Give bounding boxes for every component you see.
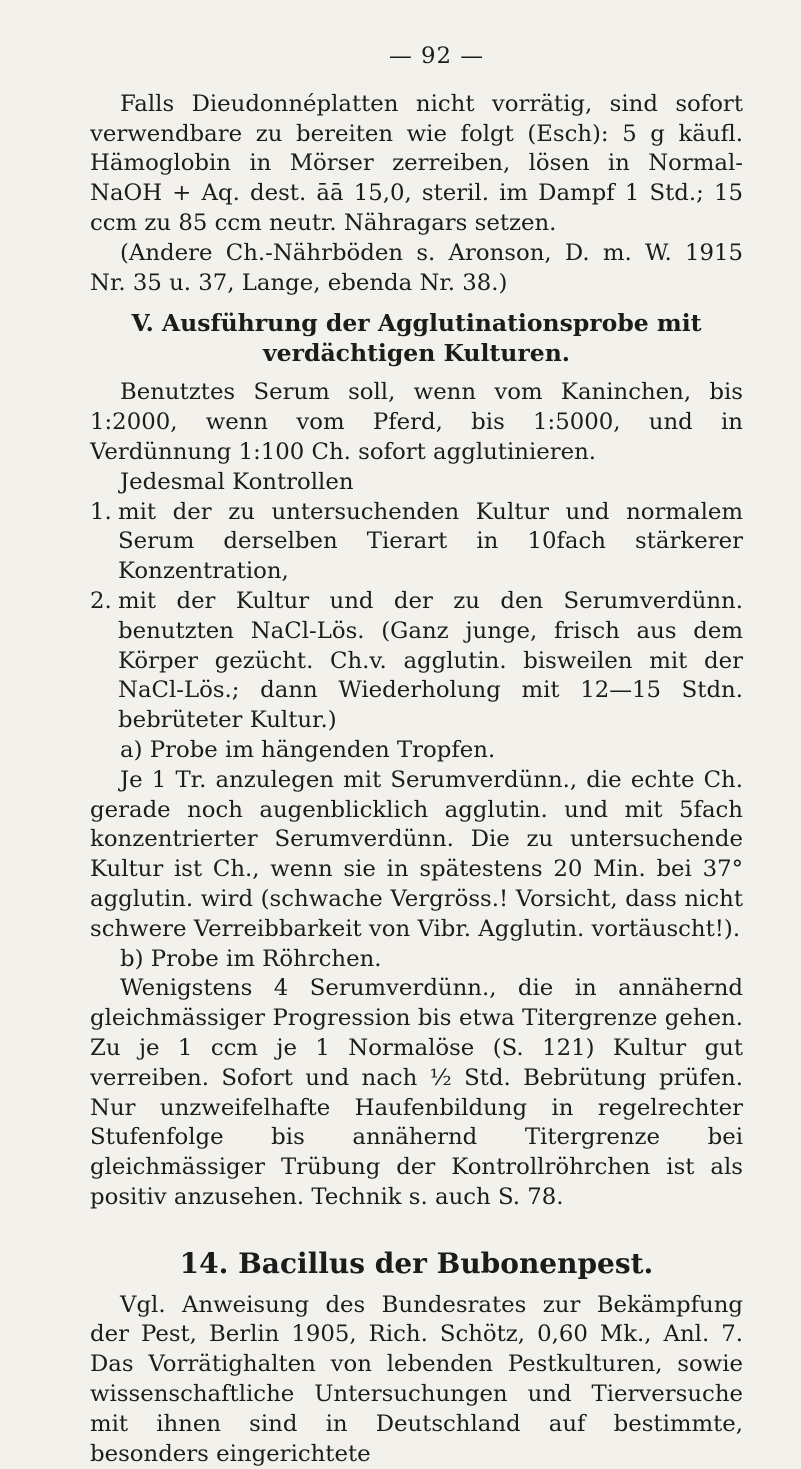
controls-list (90, 498, 743, 736)
paragraph-serum: Benutztes Serum soll, wenn vom Kaninchen, bis 1:2000, wenn vom Pferd, bis 1:5000, und in Verdünnung 1:100 Ch. sofort agglutinieren. (90, 379, 743, 465)
paragraph-tube-test: Wenigstens 4 Serumverdünn., die in annähernd gleichmässiger Progression bis etwa Titergrenze gehen. Zu je 1 ccm je 1 Normalöse (S. 121) Kultur gut verreiben. Sofort und nach ½ Std. Bebrütung prüfen. Nur unzweifelhafte Haufenbildung in regelrechter Stufenfolge bis annähernd Titergrenze bei gleichmässiger Trübung der Kontrollröhrchen ist als positiv anzusehen. Technik s. auch S. 78. (90, 975, 743, 1210)
paragraph-controls: Jedesmal Kontrollen (120, 468, 354, 495)
subheading-a: a) Probe im hängenden Tropfen. (120, 736, 496, 763)
page-number: — 92 — (388, 43, 485, 69)
section-heading-14: 14. Bacillus der Bubonenpest. (179, 1246, 654, 1280)
paragraph-other-media: (Andere Ch.-Nährböden s. Aronson, D. m. W. 1915 Nr. 35 u. 37, Lange, ebenda Nr. 38.) (90, 239, 743, 296)
section-heading-v: V. Ausführung der Agglutinationsprobe mit verdächtigen Kulturen. (131, 309, 702, 368)
paragraph-plague: Vgl. Anweisung des Bundesrates zur Bekämpfung der Pest, Berlin 1905, Rich. Schötz, 0,60 Mk., Anl. 7. Das Vorrätighalten von lebenden Pestkulturen, sowie wissenschaftliche Untersuchungen und Tierversuche mit ihnen sind in Deutschland auf bestimmte, besonders eingerichtete (90, 1291, 743, 1467)
list-item: 2. mit der Kultur und der zu den Serumverdünn. benutzten NaCl-Lös. (Ganz junge, frisch aus dem Körper gezücht. Ch.v. agglutin. bisweilen mit der NaCl-Lös.; dann Wiederholung mit 12—15 Stdn. bebrüteter Kultur.) (90, 587, 743, 734)
paragraph-hanging-drop: Je 1 Tr. anzulegen mit Serumverdünn., die echte Ch. gerade noch augenblicklich agglutin. und mit 5fach konzentrierter Serumverdünn. Die zu untersuchende Kultur ist Ch., wenn sie in spätestens 20 Min. bei 37° agglutin. wird (schwache Vergröss.! Vorsicht, dass nicht schwere Verreibbarkeit von Vibr. Agglutin. vortäuscht!). (90, 766, 743, 942)
paragraph-dieudonne: Falls Dieudonnéplatten nicht vorrätig, sind sofort verwendbare zu bereiten wie folgt (Esch): 5 g käufl. Hämoglobin in Mörser zerreiben, lösen in Normal-NaOH + Aq. dest. āā 15,0, steril. im Dampf 1 Std.; 15 ccm zu 85 ccm neutr. Nähragars setzen. (90, 90, 743, 236)
list-item: 1. mit der zu untersuchenden Kultur und normalem Serum derselben Tierart in 10fach stärkerer Konzentration, (90, 498, 743, 585)
subheading-b: b) Probe im Röhrchen. (120, 945, 382, 972)
